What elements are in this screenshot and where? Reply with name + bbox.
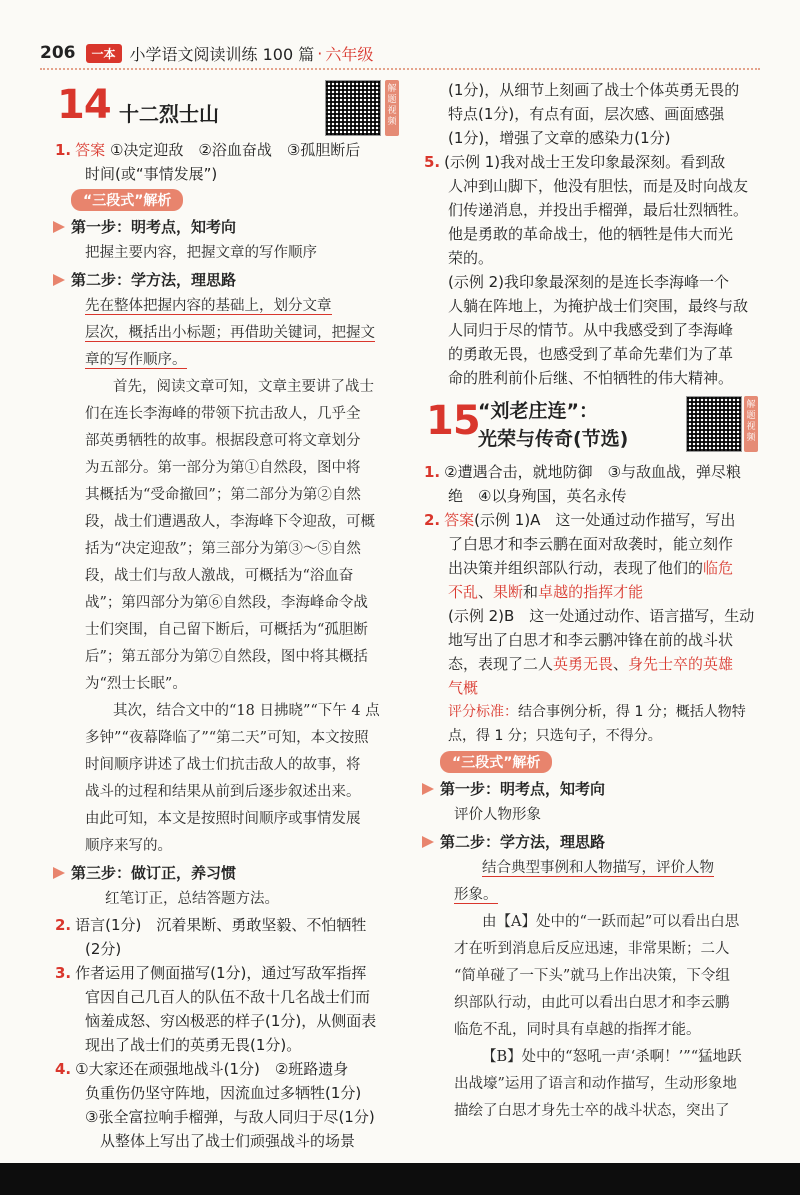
article-title: 十二烈士山 xyxy=(119,102,219,126)
step-1-text: 把握主要内容，把握文章的写作顺序 xyxy=(85,245,317,261)
answer-label: 答案 xyxy=(75,141,106,159)
qr-code-icon[interactable] xyxy=(686,396,742,452)
analysis-paragraph-2: 【B】处中的“怒吼一声‘杀啊！’”“猛地跃 出战壕”运用了语言和动作描写，生动形象地 描绘了白思才身先士卒的战斗状态，突出了 xyxy=(454,1049,742,1119)
question-number: 1. xyxy=(55,141,72,159)
header-separator: · xyxy=(317,43,323,63)
answer-4-continued: (1分)，从细节上刻画了战士个体英勇无畏的 特点(1分)，有点有面，层次感、画面感强 (1分)，增强了文章的感染力(1分) xyxy=(448,81,740,147)
right-column xyxy=(424,78,760,1125)
step-3-title: 第三步：做订正，养习惯 xyxy=(55,860,407,886)
grade-label: 六年级 xyxy=(325,44,374,64)
step-1-title: 第一步：明考点，知考向 xyxy=(55,214,407,240)
brand-logo: 一本 xyxy=(86,44,122,63)
left-column xyxy=(55,78,407,1153)
answer-1 xyxy=(55,138,407,186)
answer-3: 3. 作者运用了侧面描写(1分)，通过写敌军指挥 官因自己几百人的队伍不敌十几名战士们而 恼羞成怒、穷凶极恶的样子(1分)，从侧面表 现出了战士们的英勇无畏(1分)。 xyxy=(55,964,377,1054)
score-label: 评分标准： xyxy=(448,704,518,720)
answer-label: 答案 xyxy=(444,511,475,529)
step-1-title: 第一步：明考点，知考向 xyxy=(424,776,760,802)
analysis-paragraph-2: 其次，结合文中的“18 日拂晓”“下午 4 点 多钟”“夜幕降临了”“第二天”可知，本文按照 时间顺序讲述了战士们抗击敌人的故事，将 战斗的过程和结果从前到后逐步叙述出来。 由此可知，本文是按照时间顺序或事情发展 顺序来写的。 xyxy=(85,703,380,854)
arrow-icon xyxy=(53,221,65,233)
arrow-icon xyxy=(53,867,65,879)
header-divider xyxy=(40,68,760,70)
answer-15-1: 1. ②遭遇合击，就地防御 ③与敌血战，弹尽粮 绝 ④以身殉国，英名永传 xyxy=(424,463,742,505)
analysis-paragraph-1: 首先，阅读文章可知，文章主要讲了战士 们在连长李海峰的带领下抗击敌人，几乎全 部英勇牺牲的故事。根据段意可将文章划分 为五部分。第一部分为第①自然段，图中将 其概括为“受命撤回”；第二部分为第②自然 段，战士们遭遇敌人，李海峰下令迎敌，可概 括为“决定迎敌”；第三部分为第③～⑤自然 段，战士们与敌人激战，可概括为“浴血奋 战”；第四部分为第⑥自然段，李海峰命令战 士们突围，自己留下断后，可概括为“孤胆断 后”；第五部分为第⑦自然段，图中将其概括 为“烈士长眠”。 xyxy=(85,379,375,692)
article-14-heading xyxy=(55,78,407,138)
answer-text: ①决定迎敌 ②浴血奋战 ③孤胆断后 xyxy=(109,141,361,159)
step-2-title: 第二步：学方法，理思路 xyxy=(55,267,407,293)
answer-4: 4. ①大家还在顽强地战斗(1分) ②班路遗身 负重伤仍坚守阵地，因流血过多牺牲(1分) ③张全富拉响手榴弹，与敌人同归于尽(1分) 从整体上写出了战士们顽强战斗的场景 xyxy=(55,1060,375,1150)
article-number: 14 xyxy=(57,82,111,128)
book-title: 小学语文阅读训练 100 篇 xyxy=(129,44,315,64)
article-title-line-2: 光荣与传奇(节选) xyxy=(478,428,629,450)
step-2-title: 第二步：学方法，理思路 xyxy=(424,829,760,855)
method-text: 结合典型事例和人物描写，评价人物 形象。 xyxy=(454,860,714,903)
page-number: 206 xyxy=(40,43,76,63)
analysis-badge: “三段式”解析 xyxy=(71,189,183,211)
step-3-text: 红笔订正，总结答题方法。 xyxy=(105,891,279,907)
article-15-heading xyxy=(424,390,760,460)
video-tag[interactable]: 解题视频 xyxy=(385,80,399,136)
video-tag[interactable]: 解题视频 xyxy=(744,396,758,452)
analysis-paragraph-1: 由【A】处中的“一跃而起”可以看出白思 才在听到消息后反应迅速，非常果断；二人 “简单碰了一下头”就马上作出决策，下令组 织部队行动，由此可以看出白思才和李云鹏 临危不乱，同时具有卓越的指挥才能。 xyxy=(454,914,740,1038)
answer-text: 时间(或“事情发展”) xyxy=(85,165,218,183)
answer-5: 5. (示例 1)我对战士王发印象最深刻。看到敌 人冲到山脚下，他没有胆怯，而是及时向战友 们传递消息，并投出手榴弹，最后壮烈牺牲。 他是勇敢的革命战士，他的牺牲是伟大而光 荣的。 (示例 2)我印象最深刻的是连长李海峰一个 人躺在阵地上，为掩护战士们突围，最终与敌 人同归于尽的情节。从中我感受到了李海峰 的勇敢无畏，也感受到了革命先辈们为了革 命的胜利前仆后继、不怕牺牲的伟大精神。 xyxy=(424,153,749,387)
article-title-line-1: “刘老庄连”： xyxy=(478,400,598,422)
answer-15-2: 2. 答案(示例 1)A 这一处通过动作描写，写出 了白思才和李云鹏在面对敌袭时，能立刻作 出决策并组织部队行动，表现了他们的临危 不乱、果断和卓越的指挥才能 (示例 2)B 这一处通过动作、语言描写，生动 地写出了白思才和李云鹏冲锋在前的战斗状 态，表现了二人英勇无畏、身先士卒的英雄 气概 评分标准：结合事例分析，得 1 分；概括人物特 点，得 1 分；只选句子，不得分。 xyxy=(424,511,755,744)
analysis-badge: “三段式”解析 xyxy=(440,751,552,773)
method-text: 先在整体把握内容的基础上，划分文章 层次，概括出小标题；再借助关键词，把握文 章的写作顺序。 xyxy=(85,298,375,368)
scan-edge-bar xyxy=(0,1163,800,1195)
arrow-icon xyxy=(53,274,65,286)
article-number: 15 xyxy=(426,398,480,444)
qr-code-icon[interactable] xyxy=(325,80,381,136)
arrow-icon xyxy=(422,783,434,795)
answer-2: 2. 语言(1分) 沉着果断、勇敢坚毅、不怕牺牲 (2分) xyxy=(55,916,367,958)
page-header xyxy=(40,40,373,66)
arrow-icon xyxy=(422,836,434,848)
step-1-text: 评价人物形象 xyxy=(454,807,541,823)
